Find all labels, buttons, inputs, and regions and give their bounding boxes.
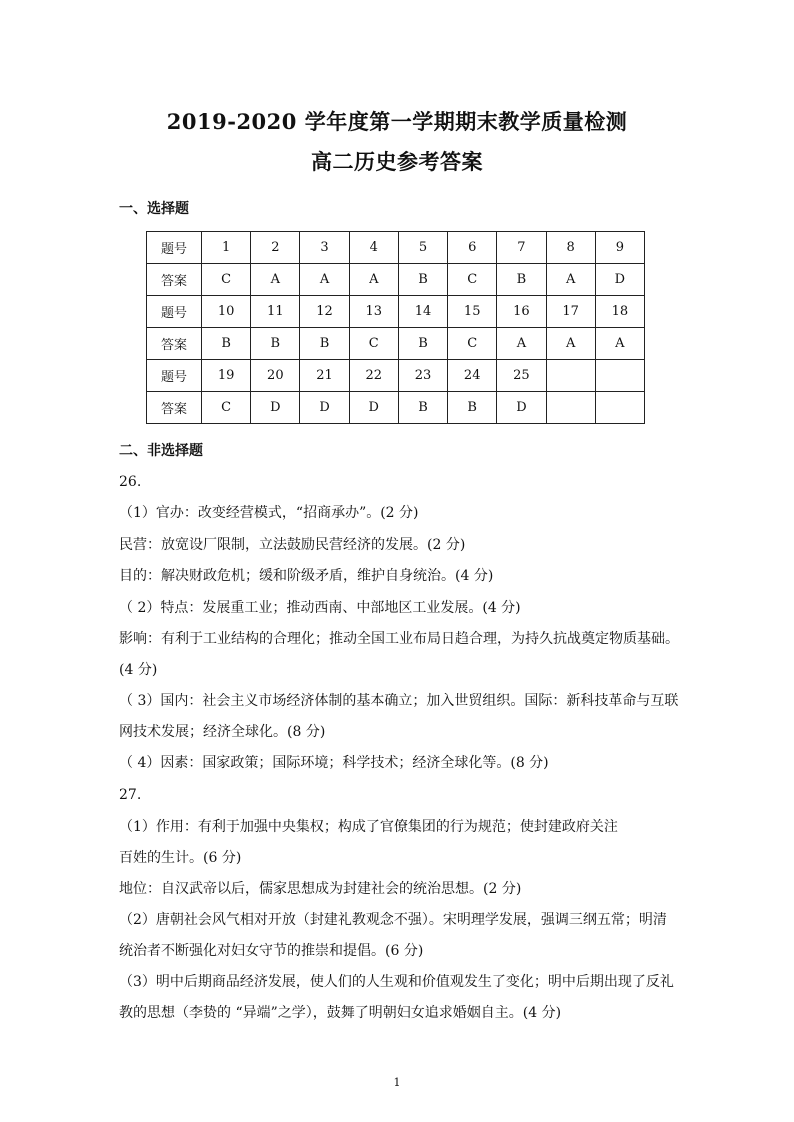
- table-cell: 14: [398, 296, 447, 328]
- table-cell: 21: [300, 360, 349, 392]
- answer-line: （3）明中后期商品经济发展，使人们的人生观和价值观发生了变化；明中后期出现了反礼: [119, 974, 674, 990]
- table-cell: D: [349, 392, 398, 424]
- table-cell: C: [349, 328, 398, 360]
- row-header-cell: 答案: [147, 392, 202, 424]
- table-cell: A: [497, 328, 546, 360]
- table-cell: 23: [398, 360, 447, 392]
- page-number: 1: [393, 1076, 401, 1089]
- table-cell: A: [595, 328, 644, 360]
- table-cell: B: [398, 264, 447, 296]
- table-cell: [546, 360, 595, 392]
- table-cell: A: [546, 328, 595, 360]
- answer-line: （ 3）国内：社会主义市场经济体制的基本确立；加入世贸组织。国际：新科技革命与互联: [119, 693, 679, 709]
- answer-line: 目的：解决财政危机；缓和阶级矛盾，维护自身统治。(4 分): [119, 568, 494, 584]
- table-cell: D: [497, 392, 546, 424]
- question-number: 27.: [119, 787, 142, 803]
- table-cell: 22: [349, 360, 398, 392]
- table-cell: C: [202, 264, 251, 296]
- answer-line: 统治者不断强化对妇女守节的推崇和提倡。(6 分): [119, 943, 424, 959]
- row-header-cell: 题号: [147, 296, 202, 328]
- answer-line: 地位：自汉武帝以后，儒家思想成为封建社会的统治思想。(2 分): [119, 881, 522, 897]
- table-cell: 19: [202, 360, 251, 392]
- table-cell: D: [300, 392, 349, 424]
- table-cell: 11: [251, 296, 300, 328]
- table-cell: 8: [546, 232, 595, 264]
- table-cell: B: [497, 264, 546, 296]
- answer-line: （ 2）特点：发展重工业；推动西南、中部地区工业发展。(4 分): [119, 600, 521, 616]
- answer-line: （ 4）因素：国家政策；国际环境；科学技术；经济全球化等。(8 分): [119, 755, 549, 771]
- table-cell: C: [448, 328, 497, 360]
- row-header-cell: 题号: [147, 360, 202, 392]
- table-cell: D: [251, 392, 300, 424]
- row-header-cell: 答案: [147, 264, 202, 296]
- table-cell: 15: [448, 296, 497, 328]
- table-row: [147, 232, 645, 264]
- table-cell: 3: [300, 232, 349, 264]
- table-row: [147, 296, 645, 328]
- answer-line: 网技术发展；经济全球化。(8 分): [119, 724, 326, 740]
- table-cell: C: [448, 264, 497, 296]
- answer-line: 民营：放宽设厂限制，立法鼓励民营经济的发展。(2 分): [119, 537, 466, 553]
- section-heading-non-choice: 二、非选择题: [119, 443, 203, 459]
- table-cell: 13: [349, 296, 398, 328]
- table-cell: 10: [202, 296, 251, 328]
- table-cell: B: [300, 328, 349, 360]
- table-cell: A: [546, 264, 595, 296]
- table-cell: B: [398, 328, 447, 360]
- table-cell: 25: [497, 360, 546, 392]
- row-header-cell: 题号: [147, 232, 202, 264]
- table-cell: 17: [546, 296, 595, 328]
- table-cell: B: [448, 392, 497, 424]
- table-cell: [546, 392, 595, 424]
- table-cell: 16: [497, 296, 546, 328]
- row-header-cell: 答案: [147, 328, 202, 360]
- table-cell: D: [595, 264, 644, 296]
- table-cell: C: [202, 392, 251, 424]
- answer-line: （2）唐朝社会风气相对开放（封建礼教观念不强）。宋明理学发展，强调三纲五常；明清: [119, 912, 667, 928]
- table-cell: 2: [251, 232, 300, 264]
- table-cell: 4: [349, 232, 398, 264]
- question-number: 26.: [119, 474, 142, 490]
- answer-line: （1）官办：改变经营模式，“招商承办”。(2 分): [119, 505, 419, 521]
- table-cell: [595, 360, 644, 392]
- table-cell: A: [300, 264, 349, 296]
- table-row: [147, 360, 645, 392]
- table-cell: B: [251, 328, 300, 360]
- table-cell: 20: [251, 360, 300, 392]
- table-cell: B: [202, 328, 251, 360]
- table-cell: B: [398, 392, 447, 424]
- table-cell: A: [349, 264, 398, 296]
- answer-line: (4 分): [119, 662, 158, 678]
- table-row: [147, 328, 645, 360]
- document-subtitle: 高二历史参考答案: [311, 149, 483, 174]
- table-cell: 7: [497, 232, 546, 264]
- answer-line: 影响：有利于工业结构的合理化；推动全国工业布局日趋合理，为持久抗战奠定物质基础。: [119, 631, 679, 647]
- table-cell: 1: [202, 232, 251, 264]
- table-row: [147, 264, 645, 296]
- table-cell: A: [251, 264, 300, 296]
- table-cell: [595, 392, 644, 424]
- answer-line: 百姓的生计。(6 分): [119, 850, 242, 866]
- table-cell: 5: [398, 232, 447, 264]
- answer-line: （1）作用：有利于加强中央集权；构成了官僚集团的行为规范；使封建政府关注: [119, 819, 618, 835]
- answer-table: [146, 231, 645, 424]
- answer-line: 教的思想（李贽的 “异端”之学），鼓舞了明朝妇女追求婚姻自主。(4 分): [119, 1005, 562, 1021]
- table-cell: 9: [595, 232, 644, 264]
- table-cell: 6: [448, 232, 497, 264]
- table-cell: 18: [595, 296, 644, 328]
- table-row: [147, 392, 645, 424]
- table-cell: 12: [300, 296, 349, 328]
- section-heading-choice: 一、选择题: [119, 201, 189, 217]
- table-cell: 24: [448, 360, 497, 392]
- document-title: 2019-2020 学年度第一学期期末教学质量检测: [166, 109, 628, 134]
